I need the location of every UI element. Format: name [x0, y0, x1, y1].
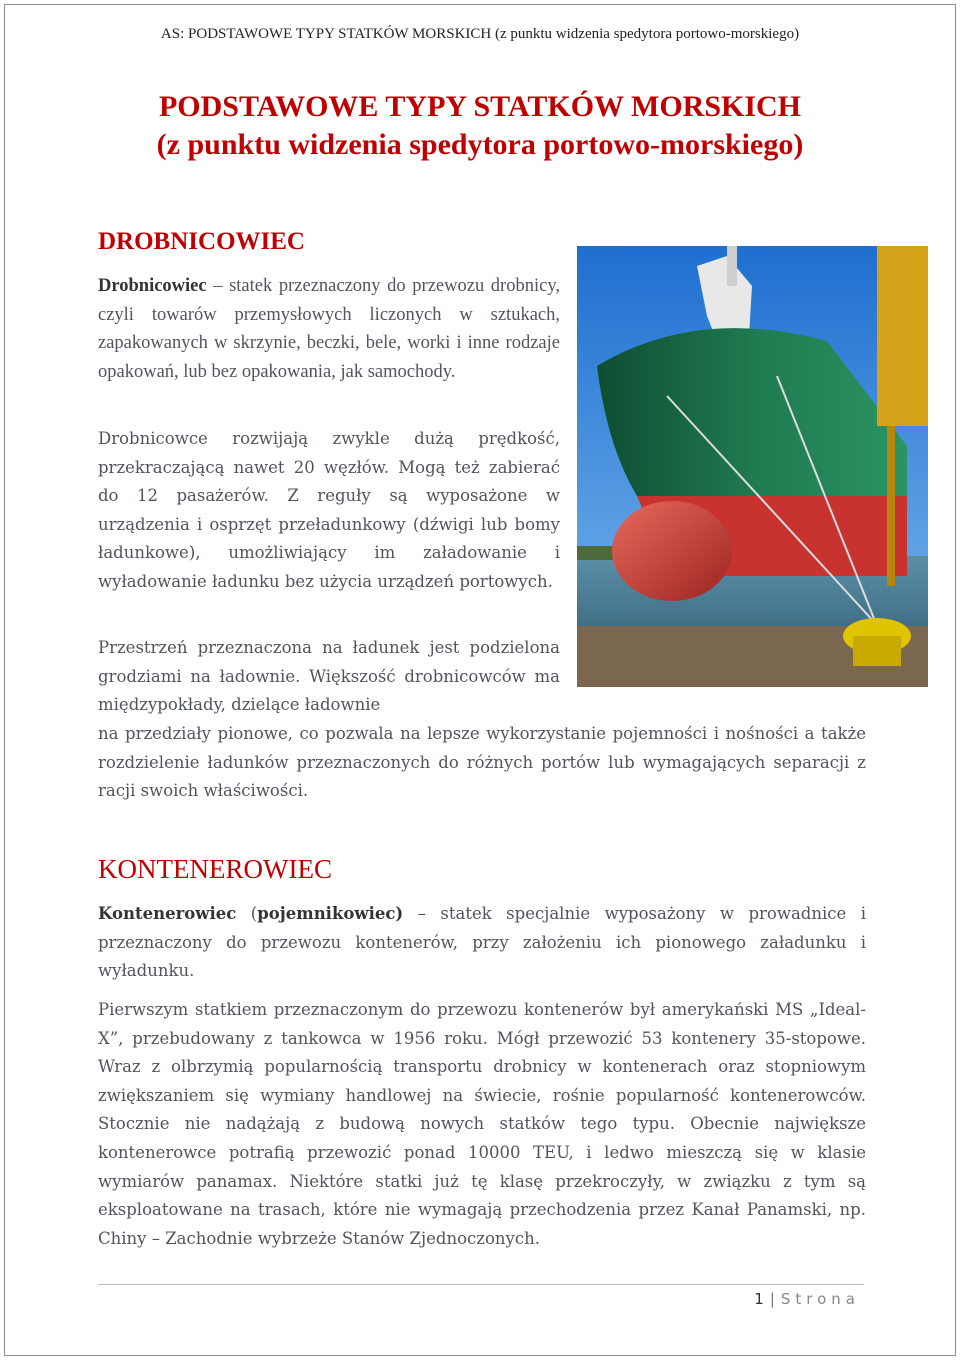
paragraph-drobnicowiec-holds-continued: na przedziały pionowe, co pozwala na lepsze wykorzystanie pojemności i nośności a także rozdzielenie ładunków przeznaczonych do różnych portów lub wymagających separacji z racji swoich właściwości.: [98, 724, 866, 801]
mast: [727, 246, 737, 286]
footer-rule: [98, 1284, 864, 1285]
bollard-base: [853, 636, 901, 666]
section-heading-kontenerowiec: KONTENEROWIEC: [98, 854, 332, 884]
document-title: [60, 88, 900, 164]
paragraph-drobnicowiec-definition: [98, 272, 560, 386]
page-number: 1: [754, 1290, 764, 1308]
page-footer: [754, 1290, 860, 1308]
paragraph-drobnicowiec-holds: Przestrzeń przeznaczona na ładunek jest podzielona grodziami na ładownie. Większość drobnicowców ma międzypokłady, dzielące ładownie: [98, 638, 560, 715]
title-line-1: PODSTAWOWE TYPY STATKÓW MORSKICH: [158, 90, 802, 123]
paragraph-kontenerowiec-definition: [98, 900, 866, 986]
crane: [877, 246, 928, 426]
footer-separator: |: [769, 1290, 775, 1308]
title-line-2: (z punktu widzenia spedytora portowo-morskiego): [156, 128, 804, 161]
bulbous-bow: [612, 501, 732, 601]
ship-illustration: [577, 246, 928, 687]
running-header: AS: PODSTAWOWE TYPY STATKÓW MORSKICH (z punktu widzenia spedytora portowo-morskiego): [160, 26, 800, 42]
paragraph-kontenerowiec-history: Pierwszym statkiem przeznaczonym do przewozu kontenerów był amerykański MS „Ideal-X”, przebudowany z tankowca w 1956 roku. Mógł przewozić 53 kontenery 35-stopowe. Wraz z olbrzymią popularnością transportu drobnicy w kontenerach oraz stopniowym zwiększaniem się wymiany handlowej na świecie, rośnie popularność kontenerowców. Stocznie nie nadążają z budową nowych statków tego typu. Obecnie największe kontenerowce potrafią przewozić ponad 10000 TEU, i ledwo mieszczą się w klasie wymiarów panamax. Niektóre statki już tę klasę przekroczyły, w związku z tym są eksploatowane na trasach, które nie wymagają przechodzenia przez Kanał Panamski, np. Chiny – Zachodnie wybrzeże Stanów Zjednoczonych.: [98, 1000, 866, 1248]
term-kontenerowiec: Kontenerowiec: [98, 904, 237, 923]
term-drobnicowiec: Drobnicowiec: [98, 276, 207, 296]
section-heading-drobnicowiec: DROBNICOWIEC: [98, 228, 305, 255]
page-word: Strona: [780, 1290, 860, 1308]
term-paren: (: [236, 904, 258, 923]
term-pojemnikowiec: pojemnikowiec): [257, 904, 404, 923]
ship-photo: [577, 246, 928, 687]
definition-text: – statek przeznaczony do przewozu drobnicy, czyli towarów przemysłowych liczonych w sztukach, zapakowanych w skrzynie, beczki, bele, worki i inne rodzaje opakowań, lub bez opakowania, jak samochody.: [98, 276, 560, 382]
definition-text: – statek specjalnie wyposażony w prowadnice i przeznaczony do przewozu kontenerów, przy założeniu ich pionowego załadunku i wyładunku.: [98, 904, 867, 981]
crane-leg: [887, 426, 895, 586]
paragraph-drobnicowiec-speed: Drobnicowce rozwijają zwykle dużą prędkość, przekraczającą nawet 20 węzłów. Mogą też zabierać do 12 pasażerów. Z reguły są wyposażone w urządzenia i osprzęt przeładunkowy (dźwigi lub bomy ładunkowe), umożliwiający im załadowanie i wyładowanie ładunku bez użycia urządzeń portowych.: [98, 429, 560, 591]
